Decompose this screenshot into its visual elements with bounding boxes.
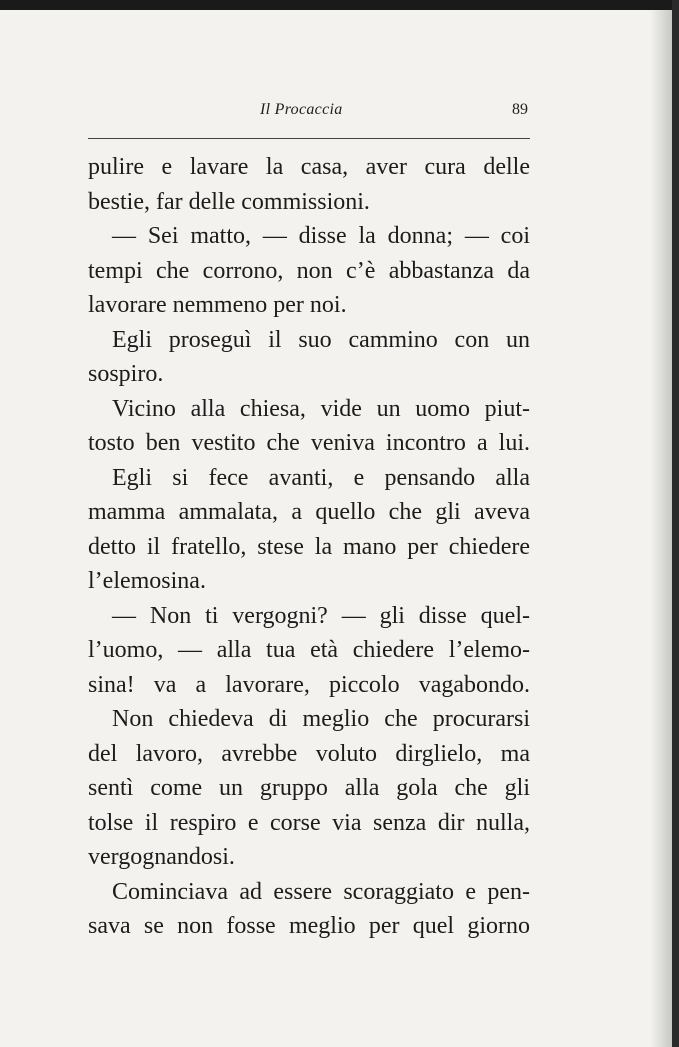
text-line: Cominciava ad essere scoraggiato e pen- [112,878,530,905]
text-line: tempi che corrono, non c’è abbastanza da [88,257,530,284]
text-line: bestie, far delle commissioni. [88,188,370,215]
page-edge-shadow [672,0,679,1047]
text-line: l’uomo, — alla tua età chiedere l’elemo- [88,637,530,663]
text-line: del lavoro, avrebbe voluto dirglielo, ma [88,740,530,767]
text-line: mamma ammalata, a quello che gli aveva [88,499,530,525]
text-line: vergognandosi. [88,844,235,870]
text-line: — Non ti vergogni? — gli disse quel- [112,602,530,629]
page-header [88,101,530,123]
text-line: Vicino alla chiesa, vide un uomo piut- [112,395,530,422]
text-line: detto il fratello, stese la mano per chiedere [88,533,530,560]
text-line: Non chiedeva di meglio che procurarsi [112,706,530,732]
text-line: l’elemosina. [88,568,206,594]
text-line: Egli proseguì il suo cammino con un [112,326,530,353]
book-page [0,10,672,1047]
text-line: lavorare nemmeno per noi. [88,292,347,318]
header-rule [88,138,530,139]
body-text [88,150,530,944]
text-line: sospiro. [88,361,164,387]
text-line: Egli si fece avanti, e pensando alla [112,464,530,491]
text-line: tolse il respiro e corse via senza dir nulla, [88,809,530,836]
running-title: Il Procaccia [260,101,343,118]
text-line: sava se non fosse meglio per quel giorno [88,913,530,939]
text-line: sina! va a lavorare, piccolo vagabondo. [88,671,530,698]
text-line: — Sei matto, — disse la donna; — coi [112,223,530,249]
page-number: 89 [512,101,528,118]
text-line: sentì come un gruppo alla gola che gli [88,775,530,801]
text-line: tosto ben vestito che veniva incontro a lui. [88,430,530,456]
text-line: pulire e lavare la casa, aver cura delle [88,154,530,180]
